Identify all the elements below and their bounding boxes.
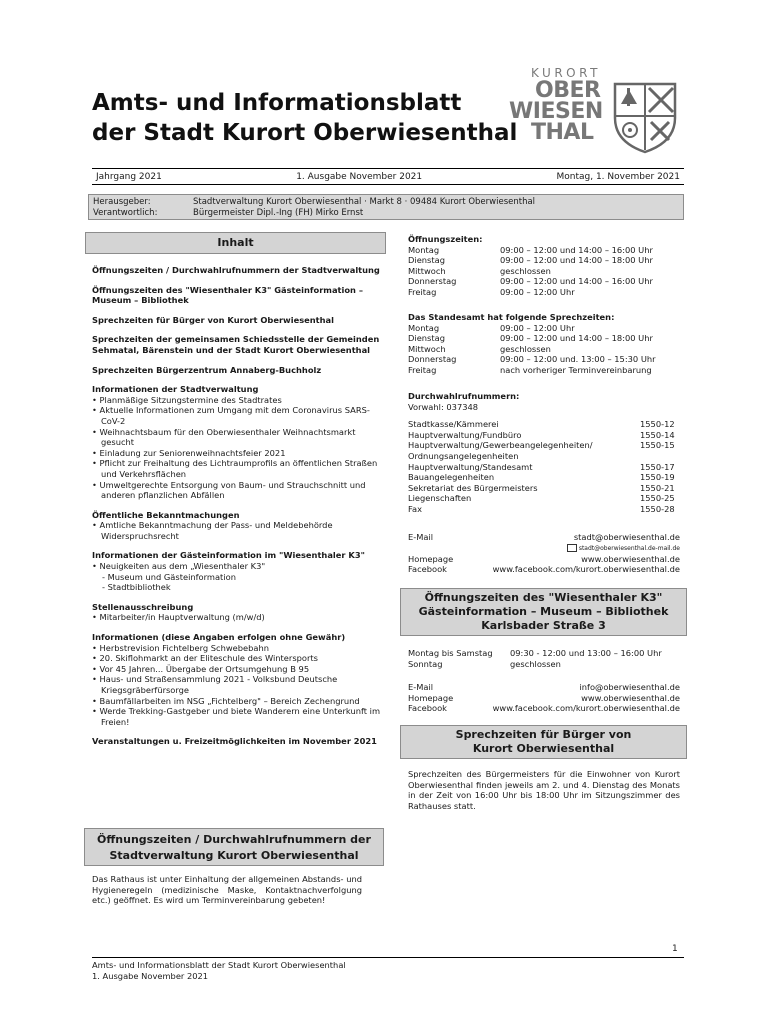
toc-bullet[interactable]: • Pflicht zur Freihaltung des Lichtraumprofils an öffentlichen Straßen und Verkehrsflächen [92,458,378,479]
logo-thal: THAL [531,120,594,145]
toc-bullet[interactable]: • Einladung zur Seniorenweihnachtsfeier 2021 [92,447,286,458]
header-rule-top [92,168,684,169]
day-cell: Dienstag [408,255,445,266]
opening-hours-heading: Öffnungszeiten: [408,234,483,244]
day-cell: Freitag [408,286,437,297]
phone-extensions-table [408,419,680,514]
extension-cell: 1550-28 [640,503,675,514]
page-title [92,88,517,148]
section-heading-line: Kurort Oberwiesenthal [472,742,615,755]
page-number: 1 [672,944,678,954]
section-heading-k3 [400,588,687,636]
hours-cell: 09:00 – 12:00 Uhr [500,286,575,297]
toc-bullet[interactable]: • Haus- und Straßensammlung 2021 - Volksbund Deutsche Kriegsgräberfürsorge [92,674,338,695]
department-cell: Sekretariat des Bürgermeisters [408,482,538,493]
hours-cell: geschlossen [510,658,561,669]
hours-cell: 09:00 – 12:00 und 14:00 – 16:00 Uhr [500,244,653,255]
hours-cell: geschlossen [500,343,551,354]
toc-bullet[interactable]: • Aktuelle Informationen zum Umgang mit dem Coronavirus SARS-CoV-2 [92,405,370,426]
page-footer [92,960,346,981]
department-cell: Fax [408,503,423,514]
volume-label: Jahrgang 2021 [96,172,162,182]
extension-cell: 1550-19 [640,472,675,483]
area-code: Vorwahl: 037348 [408,401,479,412]
phone-extensions-block [408,391,680,515]
town-logo [505,66,677,156]
department-cell: Liegenschaften [408,493,472,504]
department-cell: Hauptverwaltung/Gewerbeangelegenheiten/ [408,440,593,451]
town-contact-block [408,532,680,575]
opening-hours-table [408,245,680,298]
mayor-office-hours-text: Sprechzeiten des Bürgermeisters für die Einwohner von Kurort Oberwiesenthal finden jeweils am 2. und 4. Dienstag des Monats in der Zeit von 16:00 Uhr bis 18:00 Uhr im Sitzungszimmer des Rathauses statt. [408,769,680,811]
hours-cell: 09:00 – 12:00 und. 13:00 – 15:30 Uhr [500,354,656,365]
publisher-value: Stadtverwaltung Kurort Oberwiesenthal · Markt 8 · 09484 Kurort Oberwiesenthal [193,197,536,207]
toc-section-heading[interactable]: Öffentliche Bekanntmachungen [92,509,240,520]
section-heading-line: Gästeinformation – Museum – Bibliothek [418,605,669,618]
toc-subitem[interactable]: - Museum und Gästeinformation [102,571,236,582]
day-cell: Dienstag [408,333,445,344]
email-link[interactable]: stadt@oberwiesenthal.de [573,532,680,542]
extension-cell: 1550-12 [640,419,675,430]
section-heading-line: Öffnungszeiten des "Wiesenthaler K3" [424,591,663,604]
toc-bullet[interactable]: • Planmäßige Sitzungstermine des Stadtrates [92,394,282,405]
day-cell: Donnerstag [408,354,457,365]
extension-cell: 1550-14 [640,429,675,440]
toc-bullet[interactable]: • Mitarbeiter/in Hauptverwaltung (m/w/d) [92,612,265,623]
toc-subitem[interactable]: - Stadtbibliothek [102,582,171,593]
toc-item[interactable]: Sprechzeiten der gemeinsamen Schiedsstelle der Gemeinden Sehmatal, Bärenstein und der Stadt Kurort Oberwiesenthal [92,334,380,355]
extension-cell: 1550-17 [640,461,675,472]
department-cell: Hauptverwaltung/Fundbüro [408,429,522,440]
toc-bullet[interactable]: • Umweltgerechte Entsorgung von Baum- und Strauchschnitt und anderen pflanzlichen Abfällen [92,479,366,501]
toc-item[interactable]: Veranstaltungen u. Freizeitmöglichkeiten im November 2021 [92,736,377,747]
hours-cell: 09:00 – 12:00 und 14:00 – 16:00 Uhr [500,276,653,287]
toc-bullet[interactable]: • 20. Skiflohmarkt an der Eliteschule des Wintersports [92,653,318,664]
section-heading-line: Sprechzeiten für Bürger von [455,728,632,741]
toc-bullet[interactable]: • Weihnachtsbaum für den Oberwiesenthaler Weihnachtsmarkt gesucht [92,426,356,448]
town-hall-notice: Das Rathaus ist unter Einhaltung der allgemeinen Abstands- und Hygieneregeln (medizinische Maske, Kontaktnachverfolgung etc.) geöffnet. Es wird um Terminvereinbarung gebeten! [92,874,362,906]
toc-section-heading[interactable]: Informationen der Gästeinformation im "Wiesenthaler K3" [92,550,365,561]
title-line-1: Amts- und Informationsblatt [92,90,462,116]
department-cell: Hauptverwaltung/Standesamt [408,461,533,472]
issue-label: 1. Ausgabe November 2021 [296,172,423,182]
logo-kurort: KURORT [531,66,601,80]
toc-bullet[interactable]: • Baumfällarbeiten im NSG „Fichtelberg" – Bereich Zechengrund [92,695,360,706]
de-mail-icon [567,544,577,552]
hours-cell: 09:00 – 12:00 und 14:00 – 18:00 Uhr [500,333,653,344]
toc-item[interactable]: Öffnungszeiten / Durchwahlrufnummern der Stadtverwaltung [92,265,380,275]
header-rule-bottom [92,184,684,185]
homepage-label: Homepage [408,553,454,564]
email-label: E-Mail [408,532,434,542]
section-heading-line: Stadtverwaltung Kurort Oberwiesenthal [109,849,359,862]
hours-cell: 09:30 - 12:00 und 13:00 – 16:00 Uhr [510,648,662,658]
opening-hours-block [408,234,680,298]
logo-wiesen: WIESEN [509,99,603,124]
homepage-link[interactable]: www.oberwiesenthal.de [581,553,680,564]
toc-item[interactable]: Sprechzeiten Bürgerzentrum Annaberg-Buchholz [92,364,322,375]
facebook-label: Facebook [408,703,447,714]
extension-cell [640,451,680,462]
toc-item[interactable]: Öffnungszeiten des "Wiesenthaler K3" Gästeinformation – Museum – Bibliothek [92,284,363,306]
contents-heading: Inhalt [85,232,386,254]
section-heading-office-hours [400,725,687,759]
toc-item[interactable]: Sprechzeiten für Bürger von Kurort Oberwiesenthal [92,314,334,325]
table-of-contents [92,265,382,756]
footer-rule [92,957,684,958]
day-cell: Freitag [408,364,437,375]
department-cell: Bauangelegenheiten [408,472,495,483]
publisher-label: Herausgeber: [93,197,151,207]
email-label: E-Mail [408,682,434,692]
day-cell: Montag bis Samstag [408,648,493,658]
facebook-link[interactable]: www.facebook.com/kurort.oberwiesenthal.de [492,703,680,714]
hours-cell: 09:00 – 12:00 Uhr [500,322,575,333]
facebook-link[interactable]: www.facebook.com/kurort.oberwiesenthal.de [492,564,680,575]
extension-cell: 1550-21 [640,482,675,493]
homepage-label: Homepage [408,692,454,703]
toc-section-heading[interactable]: Informationen (diese Angaben erfolgen ohne Gewähr) [92,632,346,643]
section-heading-line: Öffnungszeiten / Durchwahlrufnummern der [97,833,371,846]
extension-cell: 1550-25 [640,493,675,504]
section-heading-line: Karlsbader Straße 3 [481,619,606,632]
issue-date: Montag, 1. November 2021 [556,172,680,182]
phone-extensions-heading: Durchwahlrufnummern: [408,391,520,401]
day-cell: Sonntag [408,658,443,669]
logo-ober: OBER [535,78,601,103]
homepage-link[interactable]: www.oberwiesenthal.de [581,692,680,703]
k3-hours-table [408,648,680,669]
coat-of-arms-icon [613,78,677,154]
section-heading-opening-hours [84,828,384,866]
k3-hours-block [408,648,680,669]
toc-bullet[interactable]: • Herbstrevision Fichtelberg Schwebebahn [92,642,269,653]
hours-cell: nach vorheriger Terminvereinbarung [500,364,652,375]
day-cell: Montag [408,322,440,333]
issue-header [96,172,680,182]
hours-cell: geschlossen [500,265,551,276]
hours-cell: 09:00 – 12:00 und 14:00 – 18:00 Uhr [500,255,653,266]
toc-bullet[interactable]: • Neuigkeiten aus dem „Wiesenthaler K3" [92,561,266,572]
toc-section-heading[interactable]: Informationen der Stadtverwaltung [92,384,259,395]
toc-bullet[interactable]: • Werde Trekking-Gastgeber und biete Wanderern eine Unterkunft im Freien! [92,706,381,727]
publisher-box [88,194,684,220]
facebook-label: Facebook [408,564,447,575]
footer-line-1: Amts- und Informationsblatt der Stadt Kurort Oberwiesenthal [92,960,346,970]
department-cell: Ordnungsangelegenheiten [408,450,519,461]
responsible-value: Bürgermeister Dipl.-Ing (FH) Mirko Ernst [193,208,364,218]
footer-line-2: 1. Ausgabe November 2021 [92,970,209,981]
extension-cell: 1550-15 [640,440,675,451]
registry-office-block [408,312,680,376]
email-link[interactable]: info@oberwiesenthal.de [579,682,680,692]
toc-section-heading[interactable]: Stellenausschreibung [92,601,194,612]
de-mail-link[interactable]: stadt@oberwiesenthal.de-mail.de [578,544,680,552]
registry-office-table [408,323,680,376]
day-cell: Donnerstag [408,276,457,287]
registry-office-heading: Das Standesamt hat folgende Sprechzeiten: [408,312,615,322]
responsible-label: Verantwortlich: [93,208,158,218]
day-cell: Mittwoch [408,265,446,276]
toc-bullet[interactable]: • Amtliche Bekanntmachung der Pass- und Meldebehörde Widerspruchsrecht [92,520,333,541]
department-cell: Stadtkasse/Kämmerei [408,419,499,430]
toc-bullet[interactable]: • Vor 45 Jahren... Übergabe der Ortsumgehung B 95 [92,663,310,674]
k3-contact-block [408,682,680,714]
title-line-2: der Stadt Kurort Oberwiesenthal [92,120,518,146]
day-cell: Mittwoch [408,343,446,354]
day-cell: Montag [408,244,440,255]
